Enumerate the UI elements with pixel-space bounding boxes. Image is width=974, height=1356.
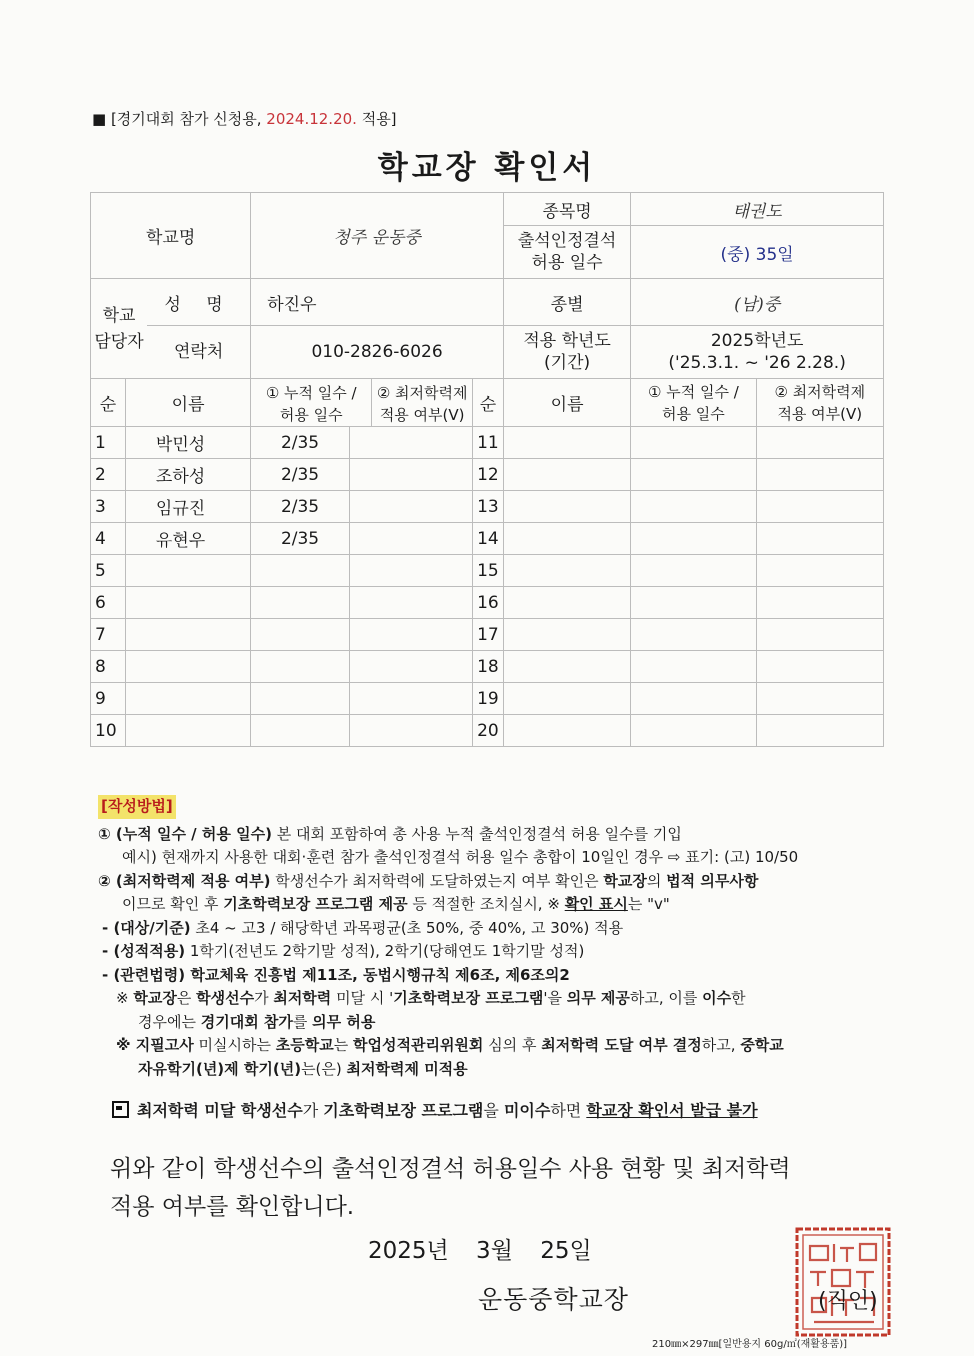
method-line-7: - (관련법령) 학교체육 진흥법 제11조, 동법시행규칙 제6조, 제6조의2: [102, 965, 570, 984]
table-row: [91, 523, 884, 555]
order-cell: 11: [473, 427, 504, 459]
name-cell: [503, 459, 630, 491]
school-label: 학교명: [91, 193, 251, 279]
order-cell: 8: [91, 651, 126, 683]
order-cell: 3: [91, 491, 126, 523]
check-cell: [756, 683, 883, 715]
check-cell: [756, 523, 883, 555]
paper-spec-footer: 210㎜×297㎜[일반용지 60g/㎡(재활용품)]: [652, 1339, 848, 1350]
arrow-box-icon: [112, 1101, 129, 1118]
order-cell: 13: [473, 491, 504, 523]
table-row: [91, 683, 884, 715]
name-label: 성 명: [147, 279, 250, 326]
document-title: 학교장 확인서: [377, 150, 597, 186]
check-cell: [756, 715, 883, 747]
order-cell: 20: [473, 715, 504, 747]
event-value: 태권도: [631, 193, 884, 226]
method-line-6: - (성적적용) 1학기(전년도 2학기말 성적), 2학기(당해연도 1학기말 성적): [102, 942, 585, 960]
event-label: 종목명: [503, 193, 630, 226]
order-cell: 7: [91, 619, 126, 651]
principal-name: 운동중학교장: [478, 1285, 629, 1314]
contact-value: 010-2826-6026: [251, 326, 504, 379]
days-cell: [631, 651, 756, 683]
days-cell: 2/35: [251, 523, 350, 555]
check-cell: [349, 619, 472, 651]
table-row: [91, 459, 884, 491]
method-line-3: ② (최저학력제 적용 여부) 학생선수가 최저학력에 도달하였는지 여부 확인은 학교장의 법적 의무사항: [98, 871, 759, 890]
table-row: [91, 555, 884, 587]
seal-label: (직인): [818, 1289, 878, 1314]
check-cell: [349, 427, 472, 459]
roster-body: [91, 427, 884, 747]
official-seal-stamp: [794, 1226, 892, 1338]
confirmation-form-table: [90, 192, 884, 747]
name-cell: [503, 587, 630, 619]
order-cell: 2: [91, 459, 126, 491]
check-cell: [756, 651, 883, 683]
category-label: 종별: [503, 279, 630, 326]
col-check-2: ② 최저학력제 적용 여부(V): [756, 379, 883, 427]
order-cell: 16: [473, 587, 504, 619]
order-cell: 6: [91, 587, 126, 619]
school-value: 청주 운동중: [251, 193, 504, 279]
name-cell: [503, 683, 630, 715]
name-cell: [125, 683, 250, 715]
col-days: ① 누적 일수 / 허용 일수: [265, 384, 357, 424]
days-cell: [251, 683, 350, 715]
check-cell: [756, 491, 883, 523]
check-cell: [756, 587, 883, 619]
col-name-2: 이름: [503, 379, 630, 427]
check-cell: [349, 715, 472, 747]
check-cell: [349, 459, 472, 491]
check-cell: [349, 651, 472, 683]
top-note-date: 2024.12.20.: [266, 110, 357, 128]
name-cell: [125, 555, 250, 587]
name-cell: [503, 651, 630, 683]
order-cell: 10: [91, 715, 126, 747]
order-cell: 4: [91, 523, 126, 555]
days-cell: [631, 587, 756, 619]
table-row: [91, 715, 884, 747]
statement-line-2: 적용 여부를 확인합니다.: [110, 1194, 355, 1220]
col-days-check: [251, 379, 473, 427]
order-cell: 5: [91, 555, 126, 587]
name-cell: [503, 555, 630, 587]
name-cell: [125, 587, 250, 619]
days-cell: 2/35: [251, 427, 350, 459]
roster-header-row: [91, 379, 884, 427]
check-cell: [349, 587, 472, 619]
check-cell: [756, 427, 883, 459]
writing-method-label: [작성방법]: [98, 795, 176, 819]
issue-date: 2025년 3월 25일: [368, 1238, 592, 1264]
check-cell: [349, 491, 472, 523]
col-name: 이름: [125, 379, 250, 427]
col-order-2: 순: [473, 379, 504, 427]
name-cell: [503, 523, 630, 555]
days-cell: [251, 619, 350, 651]
method-line-8: ※ 학교장은 학생선수가 최저학력 미달 시 '기초학력보장 프로그램'을 의무 제공하고, 이를 이수한: [116, 989, 746, 1007]
name-cell: 박민성: [125, 427, 250, 459]
name-cell: [125, 651, 250, 683]
manager-name-value: 하진우: [251, 279, 504, 326]
days-cell: [631, 619, 756, 651]
name-cell: 유현우: [125, 523, 250, 555]
table-row: [91, 427, 884, 459]
order-cell: 14: [473, 523, 504, 555]
check-cell: [349, 523, 472, 555]
days-cell: [631, 523, 756, 555]
statement-line-1: 위와 같이 학생선수의 출석인정결석 허용일수 사용 현황 및 최저학력: [110, 1156, 791, 1182]
days-cell: [631, 555, 756, 587]
order-cell: 19: [473, 683, 504, 715]
year-value: 2025학년도 ('25.3.1. ~ '26 2.28.): [631, 326, 884, 379]
writing-method-section: [98, 795, 888, 1081]
table-row: [91, 587, 884, 619]
name-cell: [503, 491, 630, 523]
allow-days-label: 출석인정결석 허용 일수: [503, 226, 630, 279]
days-cell: [251, 587, 350, 619]
check-cell: [349, 683, 472, 715]
manager-cell: [91, 279, 251, 379]
method-line-2: 예시) 현재까지 사용한 대회·훈련 참가 출석인정결석 허용 일수 총합이 10일인 경우 ⇨ 표기: (고) 10/50: [122, 848, 799, 866]
days-cell: 2/35: [251, 459, 350, 491]
days-cell: [631, 491, 756, 523]
order-cell: 9: [91, 683, 126, 715]
method-line-5: - (대상/기준) 초4 ~ 고3 / 해당학년 과목평균(초 50%, 중 40%, 고 30%) 적용: [102, 918, 624, 937]
order-cell: 15: [473, 555, 504, 587]
order-cell: 12: [473, 459, 504, 491]
days-cell: [631, 427, 756, 459]
confirmation-statement: [110, 1150, 791, 1226]
method-line-10: ※ 지필고사 미실시하는 초등학교는 학업성적관리위원회 심의 후 최저학력 도달 여부 결정하고, 중학교: [116, 1036, 784, 1054]
days-cell: 2/35: [251, 491, 350, 523]
col-check: ② 최저학력제 적용 여부(V): [371, 379, 472, 426]
table-row: [91, 651, 884, 683]
order-cell: 1: [91, 427, 126, 459]
manager-label: 학교 담당자: [94, 305, 144, 352]
table-row: [91, 491, 884, 523]
col-order: 순: [91, 379, 126, 427]
days-cell: [251, 555, 350, 587]
name-cell: [503, 427, 630, 459]
name-cell: [125, 715, 250, 747]
method-line-4: 이므로 확인 후 기초학력보장 프로그램 제공 등 적절한 조치실시, ※ 확인 표시는 "v": [122, 895, 670, 913]
order-cell: 18: [473, 651, 504, 683]
year-label: 적용 학년도 (기간): [503, 326, 630, 379]
days-cell: [251, 715, 350, 747]
method-line-11: 자유학기(년)제 학기(년)는(은) 최저학력제 미적용: [138, 1059, 468, 1078]
category-value: (남)중: [631, 279, 884, 326]
days-cell: [631, 459, 756, 491]
days-cell: [251, 651, 350, 683]
days-cell: [631, 683, 756, 715]
col-days-2: ① 누적 일수 / 허용 일수: [631, 379, 756, 427]
check-cell: [756, 555, 883, 587]
check-cell: [756, 619, 883, 651]
order-cell: 17: [473, 619, 504, 651]
document-top-note: ■ [경기대회 참가 신청용, 2024.12.20. 적용]: [92, 110, 397, 128]
check-cell: [349, 555, 472, 587]
method-line-9: 경우에는 경기대회 참가를 의무 허용: [138, 1012, 376, 1031]
allow-days-value: (중) 35일: [631, 226, 884, 279]
table-row: [91, 619, 884, 651]
name-cell: [503, 715, 630, 747]
name-cell: 임규진: [125, 491, 250, 523]
final-notice: 최저학력 미달 학생선수가 기초학력보장 프로그램을 미이수하면 학교장 확인서 발급 불가: [112, 1098, 758, 1121]
contact-label: 연락처: [173, 341, 224, 362]
name-cell: [125, 619, 250, 651]
check-cell: [756, 459, 883, 491]
name-cell: [503, 619, 630, 651]
method-line-1: ① (누적 일수 / 허용 일수) 본 대회 포함하여 총 사용 누적 출석인정결석 허용 일수를 기입: [98, 824, 682, 843]
name-cell: 조하성: [125, 459, 250, 491]
days-cell: [631, 715, 756, 747]
